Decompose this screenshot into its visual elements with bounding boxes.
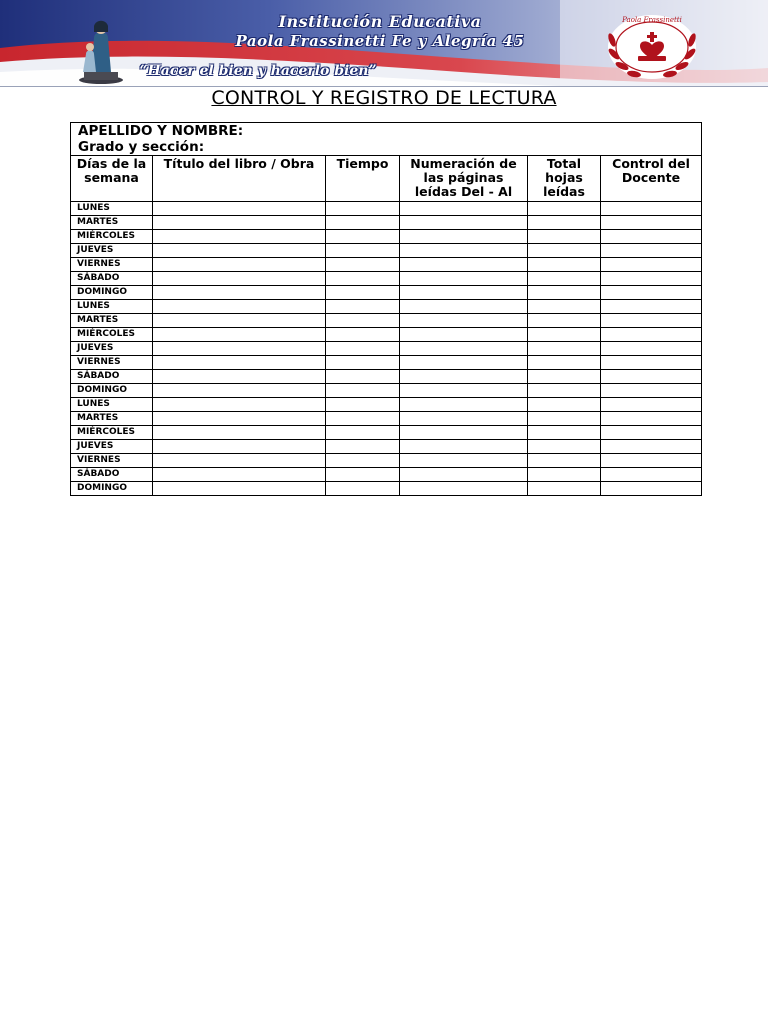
reading-log-body — [71, 202, 702, 496]
time-cell[interactable] — [326, 412, 400, 426]
total-pages-cell[interactable] — [528, 454, 601, 468]
teacher-check-cell[interactable] — [601, 272, 702, 286]
book-title-cell[interactable] — [153, 286, 326, 300]
teacher-check-cell[interactable] — [601, 454, 702, 468]
book-title-cell[interactable] — [153, 440, 326, 454]
name-label: APELLIDO Y NOMBRE: — [78, 123, 244, 139]
time-cell[interactable] — [326, 482, 400, 496]
page-range-cell[interactable] — [400, 412, 528, 426]
total-pages-cell[interactable] — [528, 328, 601, 342]
day-cell: SÁBADO — [71, 272, 153, 286]
day-cell: JUEVES — [71, 244, 153, 258]
book-title-cell[interactable] — [153, 230, 326, 244]
day-cell: MARTES — [71, 412, 153, 426]
day-cell: SÁBADO — [71, 370, 153, 384]
page-range-cell[interactable] — [400, 468, 528, 482]
total-pages-cell[interactable] — [528, 244, 601, 258]
day-cell: LUNES — [71, 300, 153, 314]
table-row — [71, 328, 702, 342]
crest-label: Paola Frassinetti — [622, 16, 682, 24]
table-row — [71, 468, 702, 482]
header-total-pages: Total hojas leídas — [528, 156, 601, 202]
day-cell: VIERNES — [71, 454, 153, 468]
total-pages-cell[interactable] — [528, 314, 601, 328]
time-cell[interactable] — [326, 230, 400, 244]
institution-motto: “Hacer el bien y hacerlo bien” — [139, 63, 377, 79]
time-cell[interactable] — [326, 440, 400, 454]
total-pages-cell[interactable] — [528, 356, 601, 370]
day-cell: VIERNES — [71, 258, 153, 272]
day-cell: JUEVES — [71, 440, 153, 454]
page-range-cell[interactable] — [400, 230, 528, 244]
page-range-cell[interactable] — [400, 370, 528, 384]
day-cell: DOMINGO — [71, 384, 153, 398]
table-row — [71, 454, 702, 468]
header-time: Tiempo — [326, 156, 400, 202]
table-row — [71, 440, 702, 454]
day-cell: MIÉRCOLES — [71, 230, 153, 244]
total-pages-cell[interactable] — [528, 468, 601, 482]
book-title-cell[interactable] — [153, 412, 326, 426]
page-range-cell[interactable] — [400, 356, 528, 370]
total-pages-cell[interactable] — [528, 426, 601, 440]
book-title-cell[interactable] — [153, 398, 326, 412]
day-cell: MARTES — [71, 314, 153, 328]
teacher-check-cell[interactable] — [601, 440, 702, 454]
teacher-check-cell[interactable] — [601, 230, 702, 244]
teacher-check-cell[interactable] — [601, 258, 702, 272]
table-row — [71, 258, 702, 272]
page-range-cell[interactable] — [400, 482, 528, 496]
total-pages-cell[interactable] — [528, 384, 601, 398]
day-cell: DOMINGO — [71, 286, 153, 300]
page-range-cell[interactable] — [400, 286, 528, 300]
document-title: CONTROL Y REGISTRO DE LECTURA — [211, 87, 557, 109]
page-range-cell[interactable] — [400, 258, 528, 272]
teacher-check-cell[interactable] — [601, 314, 702, 328]
day-cell: DOMINGO — [71, 482, 153, 496]
table-row — [71, 398, 702, 412]
page-range-cell[interactable] — [400, 216, 528, 230]
book-title-cell[interactable] — [153, 216, 326, 230]
time-cell[interactable] — [326, 272, 400, 286]
teacher-check-cell[interactable] — [601, 482, 702, 496]
time-cell[interactable] — [326, 398, 400, 412]
teacher-check-cell[interactable] — [601, 398, 702, 412]
table-row — [71, 230, 702, 244]
institution-name-line1: Institución Educativa — [278, 12, 482, 31]
time-cell[interactable] — [326, 328, 400, 342]
header-book-title: Título del libro / Obra — [153, 156, 326, 202]
table-row — [71, 426, 702, 440]
teacher-check-cell[interactable] — [601, 328, 702, 342]
time-cell[interactable] — [326, 384, 400, 398]
teacher-check-cell[interactable] — [601, 468, 702, 482]
book-title-cell[interactable] — [153, 244, 326, 258]
table-row — [71, 384, 702, 398]
teacher-check-cell[interactable] — [601, 356, 702, 370]
page-range-cell[interactable] — [400, 440, 528, 454]
time-cell[interactable] — [326, 356, 400, 370]
student-info-row — [71, 123, 702, 156]
header-day: Días de la semana — [71, 156, 153, 202]
total-pages-cell[interactable] — [528, 342, 601, 356]
day-cell: MIÉRCOLES — [71, 426, 153, 440]
time-cell[interactable] — [326, 454, 400, 468]
header-row — [71, 156, 702, 202]
table-row — [71, 216, 702, 230]
saint-statue-icon — [74, 16, 128, 84]
page-range-cell[interactable] — [400, 426, 528, 440]
total-pages-cell[interactable] — [528, 230, 601, 244]
table-row — [71, 370, 702, 384]
student-info-cell[interactable] — [71, 123, 702, 156]
page-range-cell[interactable] — [400, 272, 528, 286]
table-row — [71, 300, 702, 314]
teacher-check-cell[interactable] — [601, 342, 702, 356]
time-cell[interactable] — [326, 342, 400, 356]
teacher-check-cell[interactable] — [601, 244, 702, 258]
day-cell: JUEVES — [71, 342, 153, 356]
time-cell[interactable] — [326, 300, 400, 314]
table-row — [71, 412, 702, 426]
total-pages-cell[interactable] — [528, 202, 601, 216]
day-cell: MIÉRCOLES — [71, 328, 153, 342]
teacher-check-cell[interactable] — [601, 286, 702, 300]
page-range-cell[interactable] — [400, 384, 528, 398]
page-range-cell[interactable] — [400, 244, 528, 258]
teacher-check-cell[interactable] — [601, 216, 702, 230]
book-title-cell[interactable] — [153, 258, 326, 272]
grade-label: Grado y sección: — [78, 139, 205, 155]
page-range-cell[interactable] — [400, 342, 528, 356]
book-title-cell[interactable] — [153, 272, 326, 286]
time-cell[interactable] — [326, 468, 400, 482]
total-pages-cell[interactable] — [528, 398, 601, 412]
book-title-cell[interactable] — [153, 328, 326, 342]
teacher-check-cell[interactable] — [601, 370, 702, 384]
reading-log-table — [70, 122, 702, 496]
time-cell[interactable] — [326, 258, 400, 272]
total-pages-cell[interactable] — [528, 300, 601, 314]
book-title-cell[interactable] — [153, 202, 326, 216]
institution-banner — [0, 0, 768, 87]
teacher-check-cell[interactable] — [601, 300, 702, 314]
institution-name-line2: Paola Frassinetti Fe y Alegría 45 — [235, 32, 525, 50]
teacher-check-cell[interactable] — [601, 412, 702, 426]
table-row — [71, 314, 702, 328]
table-row — [71, 202, 702, 216]
book-title-cell[interactable] — [153, 454, 326, 468]
table-row — [71, 356, 702, 370]
page-range-cell[interactable] — [400, 202, 528, 216]
time-cell[interactable] — [326, 314, 400, 328]
total-pages-cell[interactable] — [528, 370, 601, 384]
teacher-check-cell[interactable] — [601, 202, 702, 216]
page-range-cell[interactable] — [400, 328, 528, 342]
total-pages-cell[interactable] — [528, 482, 601, 496]
total-pages-cell[interactable] — [528, 272, 601, 286]
page-range-cell[interactable] — [400, 314, 528, 328]
total-pages-cell[interactable] — [528, 440, 601, 454]
time-cell[interactable] — [326, 216, 400, 230]
page-range-cell[interactable] — [400, 398, 528, 412]
teacher-check-cell[interactable] — [601, 426, 702, 440]
book-title-cell[interactable] — [153, 426, 326, 440]
teacher-check-cell[interactable] — [601, 384, 702, 398]
day-cell: MARTES — [71, 216, 153, 230]
time-cell[interactable] — [326, 426, 400, 440]
header-page-range: Numeración de las páginas leídas Del - Al — [400, 156, 528, 202]
time-cell[interactable] — [326, 202, 400, 216]
table-row — [71, 286, 702, 300]
book-title-cell[interactable] — [153, 384, 326, 398]
table-row — [71, 272, 702, 286]
total-pages-cell[interactable] — [528, 258, 601, 272]
day-cell: LUNES — [71, 398, 153, 412]
page-range-cell[interactable] — [400, 300, 528, 314]
total-pages-cell[interactable] — [528, 286, 601, 300]
book-title-cell[interactable] — [153, 468, 326, 482]
page-range-cell[interactable] — [400, 454, 528, 468]
time-cell[interactable] — [326, 286, 400, 300]
total-pages-cell[interactable] — [528, 216, 601, 230]
time-cell[interactable] — [326, 244, 400, 258]
header-teacher-check: Control del Docente — [601, 156, 702, 202]
book-title-cell[interactable] — [153, 342, 326, 356]
book-title-cell[interactable] — [153, 356, 326, 370]
book-title-cell[interactable] — [153, 482, 326, 496]
table-row — [71, 244, 702, 258]
time-cell[interactable] — [326, 370, 400, 384]
total-pages-cell[interactable] — [528, 412, 601, 426]
book-title-cell[interactable] — [153, 300, 326, 314]
table-row — [71, 482, 702, 496]
table-row — [71, 342, 702, 356]
book-title-cell[interactable] — [153, 314, 326, 328]
day-cell: VIERNES — [71, 356, 153, 370]
day-cell: SÁBADO — [71, 468, 153, 482]
day-cell: LUNES — [71, 202, 153, 216]
book-title-cell[interactable] — [153, 370, 326, 384]
